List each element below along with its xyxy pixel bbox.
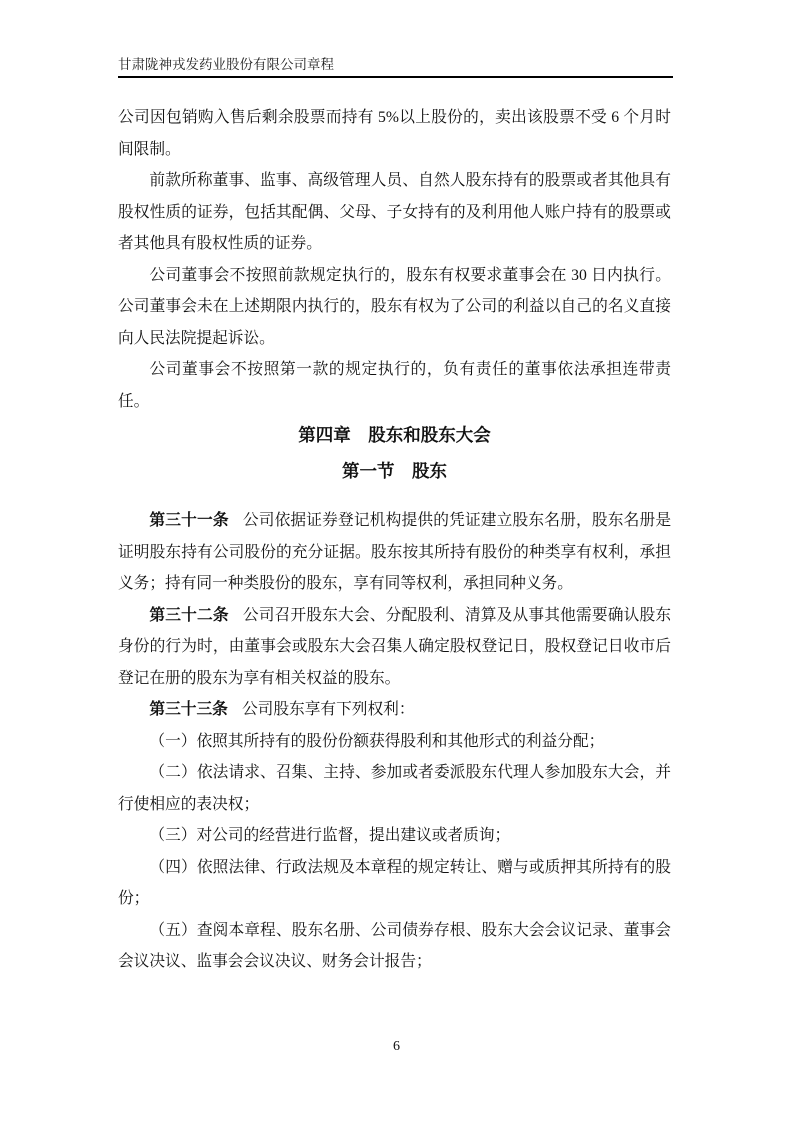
article-text: 公司召开股东大会、分配股利、清算及从事其他需要确认股东身份的行为时，由董事会或股东大会召集人确定股权登记日，股权登记日收市后登记在册的股东为享有相关权益的股东。 bbox=[118, 606, 672, 687]
article-number: 第三十一条 bbox=[149, 512, 229, 529]
article-text: 公司股东享有下列权利： bbox=[241, 701, 415, 718]
chapter-heading: 第四章 股东和股东大会 bbox=[298, 425, 491, 445]
paragraph: 公司董事会不按照前款规定执行的，股东有权要求董事会在 30 日内执行。公司董事会未在上述期限内执行的，股东有权为了公司的利益以自己的名义直接向人民法院提起诉讼。 bbox=[118, 266, 671, 347]
article-paragraph bbox=[118, 505, 671, 600]
article-paragraph bbox=[118, 600, 671, 695]
header-title: 甘肃陇神戎发药业股份有限公司章程 bbox=[118, 57, 334, 72]
section-heading: 第一节 股东 bbox=[342, 461, 447, 481]
list-item: （二）依法请求、召集、主持、参加或者委派股东代理人参加股东大会，并行使相应的表决权； bbox=[118, 764, 671, 813]
page-footer bbox=[0, 1037, 793, 1057]
article-text: 公司依据证券登记机构提供的凭证建立股东名册，股东名册是证明股东持有公司股份的充分证据。股东按其所持有股份的种类享有权利，承担义务；持有同一种类股份的股东，享有同等权利，承担同种义务。 bbox=[118, 512, 672, 592]
list-item: （三）对公司的经营进行监督，提出建议或者质询； bbox=[149, 827, 511, 844]
paragraph: 公司董事会不按照第一款的规定执行的，负有责任的董事依法承担连带责任。 bbox=[118, 361, 671, 410]
list-item: （一）依照其所持有的股份份额获得股利和其他形式的利益分配； bbox=[149, 732, 605, 750]
page-header bbox=[118, 55, 673, 78]
list-item: （五）查阅本章程、股东名册、公司债券存根、股东大会会议记录、董事会会议决议、监事会会议决议、财务会计报告； bbox=[118, 921, 671, 970]
paragraph: 前款所称董事、监事、高级管理人员、自然人股东持有的股票或者其他具有股权性质的证券，包括其配偶、父母、子女持有的及利用他人账户持有的股票或者其他具有股权性质的证券。 bbox=[118, 172, 671, 252]
article-number: 第三十二条 bbox=[149, 606, 229, 624]
page-number: 6 bbox=[393, 1039, 400, 1054]
list-item: （四）依照法律、行政法规及本章程的规定转让、赠与或质押其所持有的股份； bbox=[118, 858, 671, 907]
article-paragraph bbox=[118, 694, 671, 726]
paragraph: 公司因包销购入售后剩余股票而持有 5%以上股份的，卖出该股票不受 6 个月时间限制。 bbox=[118, 109, 671, 158]
article-number: 第三十三条 bbox=[149, 701, 228, 718]
document-body bbox=[118, 102, 671, 978]
